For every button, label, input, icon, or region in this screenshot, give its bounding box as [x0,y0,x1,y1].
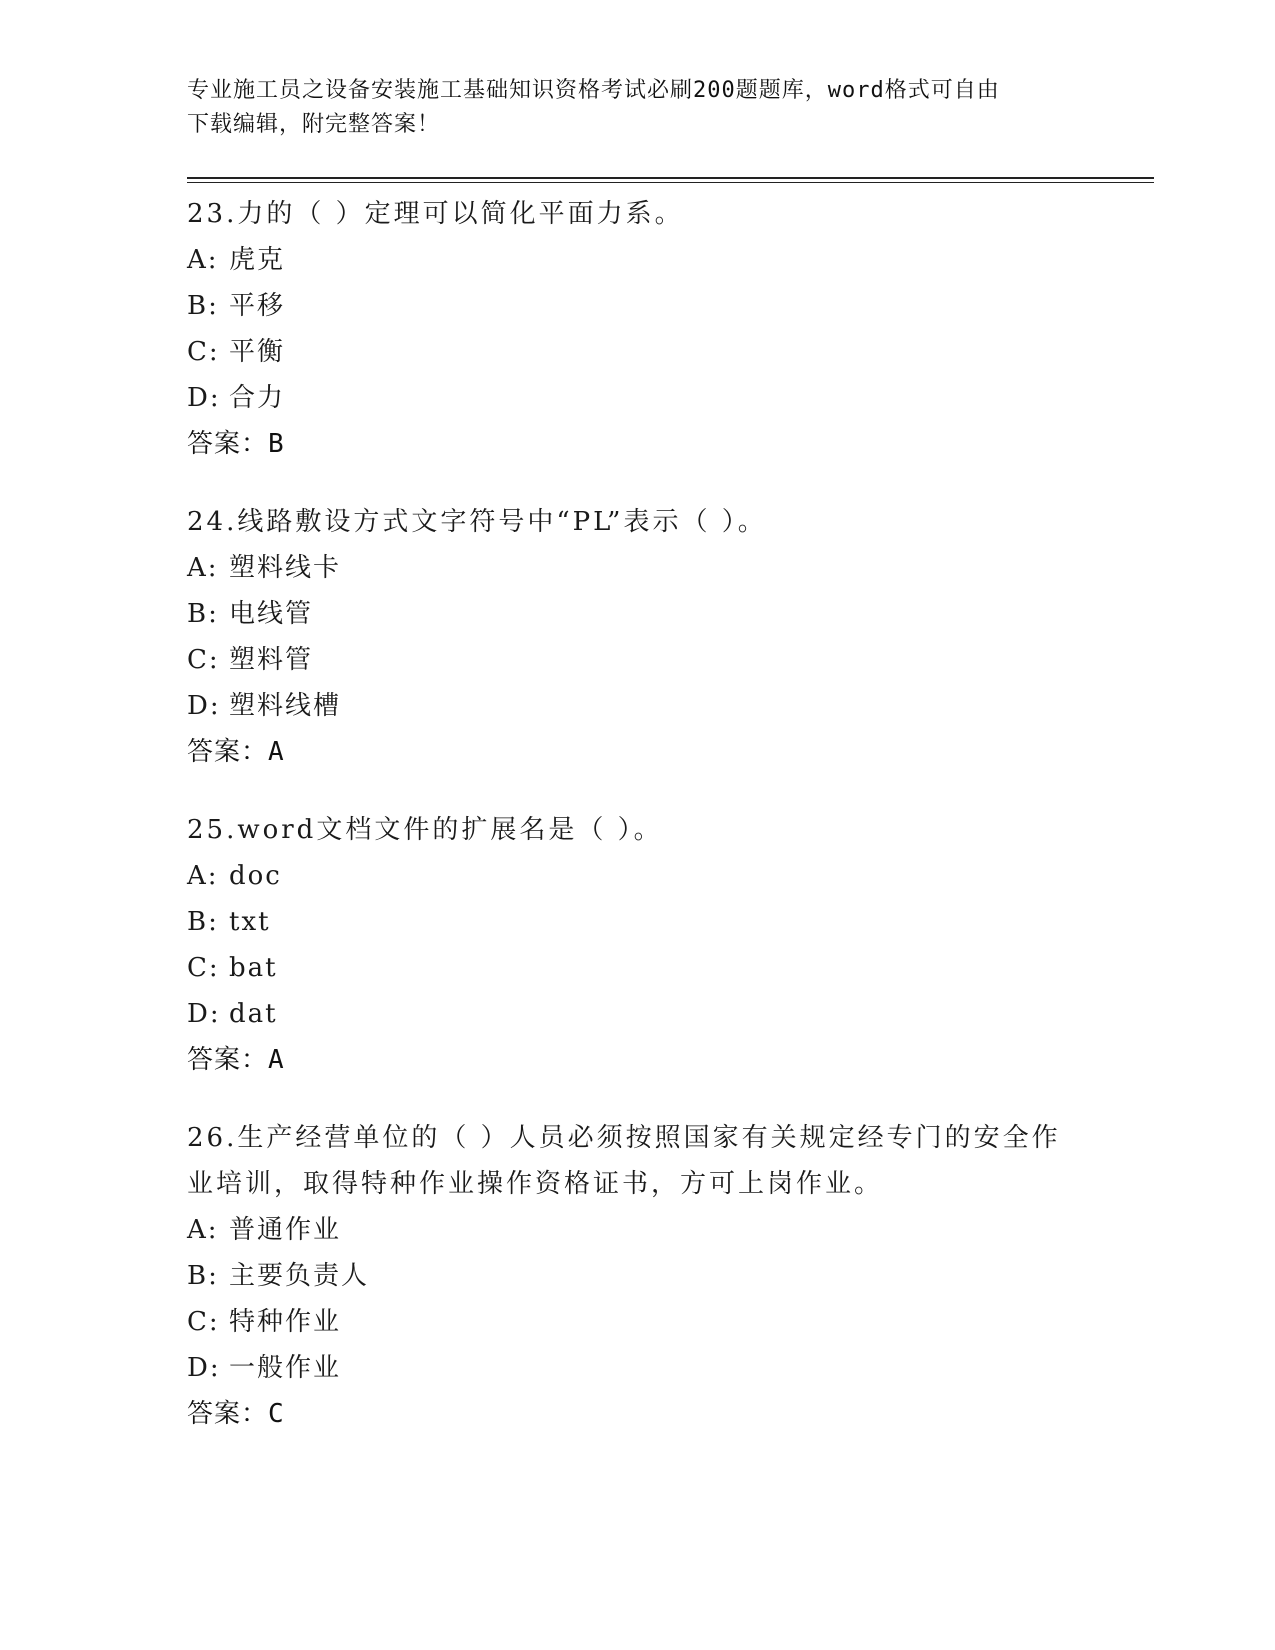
option-c [187,329,1087,375]
option-d [187,991,1087,1037]
option-text: 普通作业 [229,1215,342,1245]
option-letter: D: [187,1353,221,1383]
option-c [187,945,1087,991]
question-text: 24.线路敷设方式文字符号中“PL”表示（ ）。 [187,507,767,537]
option-text: txt [229,907,271,937]
option-a [187,237,1087,283]
question-24 [187,499,1087,773]
option-letter: B: [187,1261,219,1291]
answer-line: 答案：B [187,429,285,459]
option-text: dat [229,999,278,1029]
option-text: 主要负责人 [229,1261,370,1291]
document-header [187,74,1067,142]
question-26 [187,1115,1087,1435]
header-line-1: 专业施工员之设备安装施工基础知识资格考试必刷200题题库，word格式可自由 [187,78,1000,103]
answer-line: 答案：C [187,1399,285,1429]
option-text: 平衡 [229,337,286,367]
option-text: bat [229,953,278,983]
option-letter: C: [187,1307,220,1337]
option-text: 特种作业 [229,1307,342,1337]
option-letter: B: [187,599,219,629]
option-text: 合力 [229,383,286,413]
question-text: 26.生产经营单位的（ ）人员必须按照国家有关规定经专门的安全作业培训，取得特种作业操作资格证书，方可上岗作业。 [187,1123,1061,1199]
question-list [187,191,1087,1469]
option-letter: D: [187,383,221,413]
option-letter: A: [187,861,219,891]
option-text: 塑料线槽 [229,691,342,721]
question-text: 23.力的（ ）定理可以简化平面力系。 [187,199,684,229]
option-a [187,853,1087,899]
option-letter: C: [187,645,220,675]
option-text: 平移 [229,291,286,321]
option-text: doc [229,861,282,891]
answer-line: 答案：A [187,737,285,767]
option-letter: D: [187,999,221,1029]
option-c [187,637,1087,683]
option-letter: C: [187,953,220,983]
option-d [187,375,1087,421]
option-letter: D: [187,691,221,721]
option-b [187,591,1087,637]
option-text: 塑料线卡 [229,553,342,583]
answer-line: 答案：A [187,1045,285,1075]
option-letter: A: [187,553,219,583]
header-line-2: 下载编辑，附完整答案！ [187,112,441,137]
option-letter: A: [187,245,219,275]
header-divider-thin [187,182,1154,183]
option-b [187,283,1087,329]
option-letter: C: [187,337,220,367]
option-text: 塑料管 [229,645,314,675]
question-25 [187,807,1087,1081]
option-text: 电线管 [229,599,314,629]
option-d [187,683,1087,729]
option-letter: B: [187,907,219,937]
option-b [187,899,1087,945]
option-a [187,1207,1087,1253]
option-text: 一般作业 [229,1353,342,1383]
question-23 [187,191,1087,465]
option-a [187,545,1087,591]
option-letter: B: [187,291,219,321]
option-b [187,1253,1087,1299]
header-divider [187,177,1154,179]
option-letter: A: [187,1215,219,1245]
option-c [187,1299,1087,1345]
option-text: 虎克 [229,245,286,275]
question-text: 25.word文档文件的扩展名是（ ）。 [187,815,663,845]
option-d [187,1345,1087,1391]
